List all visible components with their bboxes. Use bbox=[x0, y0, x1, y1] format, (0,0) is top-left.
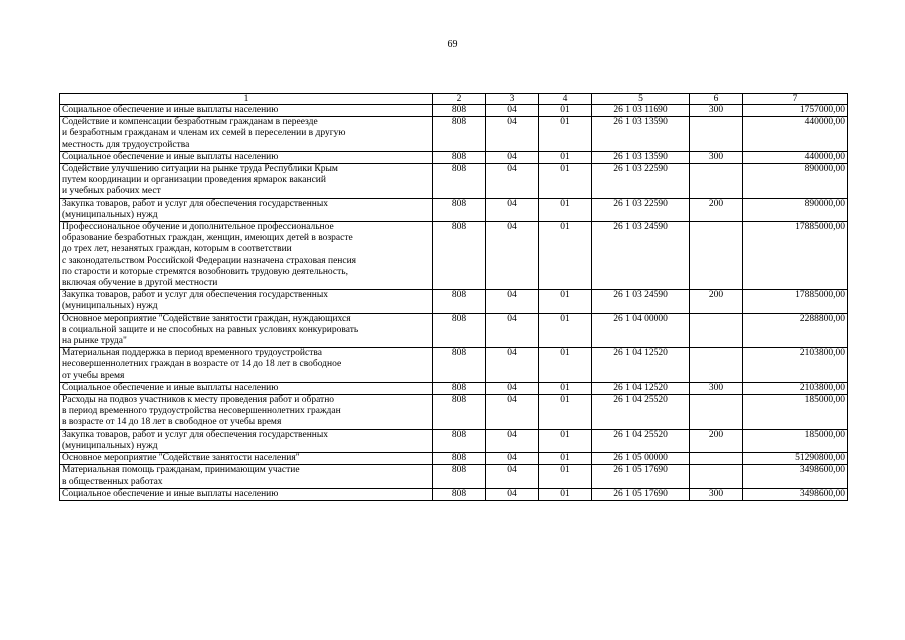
table-row bbox=[60, 313, 848, 348]
row-expense-type-cell bbox=[690, 348, 743, 383]
row-section-cell: 04 bbox=[486, 313, 539, 348]
row-subsection-cell: 01 bbox=[539, 465, 592, 488]
table-row bbox=[60, 105, 848, 117]
row-amount-cell: 17885000,00 bbox=[743, 290, 848, 313]
row-expense-type-cell: 300 bbox=[690, 488, 743, 500]
row-subsection-cell: 01 bbox=[539, 105, 592, 117]
row-name-cell: Расходы на подвоз участников к месту проведения работ и обратно в период временного трудоустройства несовершеннолетних граждан в возрасте от 14 до 18 лет в свободное от учебы время bbox=[60, 395, 433, 430]
row-amount-cell: 185000,00 bbox=[743, 395, 848, 430]
col-header-4: 4 bbox=[539, 94, 592, 105]
row-amount-cell: 1757000,00 bbox=[743, 105, 848, 117]
table-row bbox=[60, 395, 848, 430]
row-target-article-cell: 26 1 03 11690 bbox=[592, 105, 690, 117]
row-section-cell: 04 bbox=[486, 290, 539, 313]
row-expense-type-cell bbox=[690, 117, 743, 152]
row-target-article-cell: 26 1 04 25520 bbox=[592, 395, 690, 430]
row-admin-code-cell: 808 bbox=[433, 395, 486, 430]
table-row bbox=[60, 382, 848, 394]
table-row bbox=[60, 453, 848, 465]
row-admin-code-cell: 808 bbox=[433, 105, 486, 117]
row-amount-cell: 51290800,00 bbox=[743, 453, 848, 465]
row-admin-code-cell: 808 bbox=[433, 429, 486, 452]
row-subsection-cell: 01 bbox=[539, 488, 592, 500]
row-expense-type-cell bbox=[690, 395, 743, 430]
table-header-row bbox=[60, 94, 848, 105]
row-expense-type-cell: 300 bbox=[690, 105, 743, 117]
row-name-cell: Социальное обеспечение и иные выплаты населению bbox=[60, 105, 433, 117]
row-section-cell: 04 bbox=[486, 395, 539, 430]
row-admin-code-cell: 808 bbox=[433, 222, 486, 290]
row-section-cell: 04 bbox=[486, 453, 539, 465]
row-admin-code-cell: 808 bbox=[433, 198, 486, 221]
row-expense-type-cell bbox=[690, 222, 743, 290]
row-admin-code-cell: 808 bbox=[433, 117, 486, 152]
row-target-article-cell: 26 1 03 13590 bbox=[592, 117, 690, 152]
row-section-cell: 04 bbox=[486, 348, 539, 383]
row-section-cell: 04 bbox=[486, 222, 539, 290]
row-subsection-cell: 01 bbox=[539, 198, 592, 221]
row-name-cell: Основное мероприятие "Содействие занятости населения" bbox=[60, 453, 433, 465]
row-subsection-cell: 01 bbox=[539, 164, 592, 199]
row-name-cell: Содействие улучшению ситуации на рынке труда Республики Крым путем координации и организации проведения ярмарок вакансий и учебных рабочих мест bbox=[60, 164, 433, 199]
row-expense-type-cell: 300 bbox=[690, 382, 743, 394]
table-row bbox=[60, 290, 848, 313]
row-expense-type-cell: 200 bbox=[690, 198, 743, 221]
row-section-cell: 04 bbox=[486, 465, 539, 488]
page-number: 69 bbox=[447, 39, 458, 50]
table-row bbox=[60, 151, 848, 163]
row-target-article-cell: 26 1 05 00000 bbox=[592, 453, 690, 465]
row-amount-cell: 2103800,00 bbox=[743, 382, 848, 394]
row-name-cell: Профессиональное обучение и дополнительное профессиональное образование безработных граждан, женщин, имеющих детей в возрасте до трех лет, незанятых граждан, которым в соответствии с законодательством Российской Федерации назначена страховая пенсия по старости и которые стремятся возобновить трудовую деятельность, включая обучение в другой местности bbox=[60, 222, 433, 290]
row-subsection-cell: 01 bbox=[539, 453, 592, 465]
row-amount-cell: 3498600,00 bbox=[743, 488, 848, 500]
row-subsection-cell: 01 bbox=[539, 395, 592, 430]
row-target-article-cell: 26 1 05 17690 bbox=[592, 488, 690, 500]
row-expense-type-cell bbox=[690, 453, 743, 465]
row-target-article-cell: 26 1 03 22590 bbox=[592, 198, 690, 221]
col-header-7: 7 bbox=[743, 94, 848, 105]
row-subsection-cell: 01 bbox=[539, 429, 592, 452]
table-row bbox=[60, 429, 848, 452]
col-header-2: 2 bbox=[433, 94, 486, 105]
row-name-cell: Закупка товаров, работ и услуг для обеспечения государственных (муниципальных) нужд bbox=[60, 429, 433, 452]
row-admin-code-cell: 808 bbox=[433, 164, 486, 199]
row-subsection-cell: 01 bbox=[539, 151, 592, 163]
row-target-article-cell: 26 1 03 13590 bbox=[592, 151, 690, 163]
row-name-cell: Материальная помощь гражданам, принимающим участие в общественных работах bbox=[60, 465, 433, 488]
row-amount-cell: 440000,00 bbox=[743, 117, 848, 152]
row-section-cell: 04 bbox=[486, 117, 539, 152]
row-section-cell: 04 bbox=[486, 488, 539, 500]
row-target-article-cell: 26 1 03 24590 bbox=[592, 290, 690, 313]
row-admin-code-cell: 808 bbox=[433, 348, 486, 383]
row-section-cell: 04 bbox=[486, 164, 539, 199]
row-expense-type-cell: 300 bbox=[690, 151, 743, 163]
row-section-cell: 04 bbox=[486, 382, 539, 394]
col-header-1: 1 bbox=[60, 94, 433, 105]
row-expense-type-cell bbox=[690, 465, 743, 488]
row-admin-code-cell: 808 bbox=[433, 488, 486, 500]
row-target-article-cell: 26 1 04 00000 bbox=[592, 313, 690, 348]
row-amount-cell: 17885000,00 bbox=[743, 222, 848, 290]
row-name-cell: Социальное обеспечение и иные выплаты населению bbox=[60, 488, 433, 500]
col-header-6: 6 bbox=[690, 94, 743, 105]
row-section-cell: 04 bbox=[486, 429, 539, 452]
row-admin-code-cell: 808 bbox=[433, 290, 486, 313]
row-amount-cell: 890000,00 bbox=[743, 164, 848, 199]
row-subsection-cell: 01 bbox=[539, 382, 592, 394]
row-expense-type-cell bbox=[690, 313, 743, 348]
row-name-cell: Содействие и компенсации безработным гражданам в переезде и безработным гражданам и членам их семей в переселении в другую местность для трудоустройства bbox=[60, 117, 433, 152]
row-target-article-cell: 26 1 03 24590 bbox=[592, 222, 690, 290]
row-name-cell: Закупка товаров, работ и услуг для обеспечения государственных (муниципальных) нужд bbox=[60, 198, 433, 221]
row-amount-cell: 440000,00 bbox=[743, 151, 848, 163]
table-row bbox=[60, 465, 848, 488]
row-target-article-cell: 26 1 04 12520 bbox=[592, 382, 690, 394]
row-subsection-cell: 01 bbox=[539, 222, 592, 290]
row-expense-type-cell bbox=[690, 164, 743, 199]
row-subsection-cell: 01 bbox=[539, 117, 592, 152]
row-target-article-cell: 26 1 04 25520 bbox=[592, 429, 690, 452]
table-row bbox=[60, 198, 848, 221]
row-admin-code-cell: 808 bbox=[433, 465, 486, 488]
table-row bbox=[60, 117, 848, 152]
row-section-cell: 04 bbox=[486, 198, 539, 221]
row-subsection-cell: 01 bbox=[539, 290, 592, 313]
row-amount-cell: 3498600,00 bbox=[743, 465, 848, 488]
table-row bbox=[60, 222, 848, 290]
row-name-cell: Основное мероприятие "Содействие занятости граждан, нуждающихся в социальной защите и не способных на равных условиях конкурировать на рынке труда" bbox=[60, 313, 433, 348]
row-amount-cell: 185000,00 bbox=[743, 429, 848, 452]
row-target-article-cell: 26 1 04 12520 bbox=[592, 348, 690, 383]
row-subsection-cell: 01 bbox=[539, 348, 592, 383]
table-row bbox=[60, 164, 848, 199]
budget-table bbox=[59, 93, 848, 501]
row-amount-cell: 890000,00 bbox=[743, 198, 848, 221]
row-target-article-cell: 26 1 03 22590 bbox=[592, 164, 690, 199]
col-header-3: 3 bbox=[486, 94, 539, 105]
row-name-cell: Материальная поддержка в период временного трудоустройства несовершеннолетних граждан в возрасте от 14 до 18 лет в свободное от учебы время bbox=[60, 348, 433, 383]
row-expense-type-cell: 200 bbox=[690, 290, 743, 313]
table-row bbox=[60, 348, 848, 383]
row-admin-code-cell: 808 bbox=[433, 382, 486, 394]
row-subsection-cell: 01 bbox=[539, 313, 592, 348]
row-name-cell: Закупка товаров, работ и услуг для обеспечения государственных (муниципальных) нужд bbox=[60, 290, 433, 313]
col-header-5: 5 bbox=[592, 94, 690, 105]
row-section-cell: 04 bbox=[486, 151, 539, 163]
row-admin-code-cell: 808 bbox=[433, 453, 486, 465]
row-amount-cell: 2103800,00 bbox=[743, 348, 848, 383]
row-target-article-cell: 26 1 05 17690 bbox=[592, 465, 690, 488]
row-name-cell: Социальное обеспечение и иные выплаты населению bbox=[60, 382, 433, 394]
row-admin-code-cell: 808 bbox=[433, 313, 486, 348]
row-admin-code-cell: 808 bbox=[433, 151, 486, 163]
table-row bbox=[60, 488, 848, 500]
row-name-cell: Социальное обеспечение и иные выплаты населению bbox=[60, 151, 433, 163]
row-expense-type-cell: 200 bbox=[690, 429, 743, 452]
row-amount-cell: 2288800,00 bbox=[743, 313, 848, 348]
row-section-cell: 04 bbox=[486, 105, 539, 117]
